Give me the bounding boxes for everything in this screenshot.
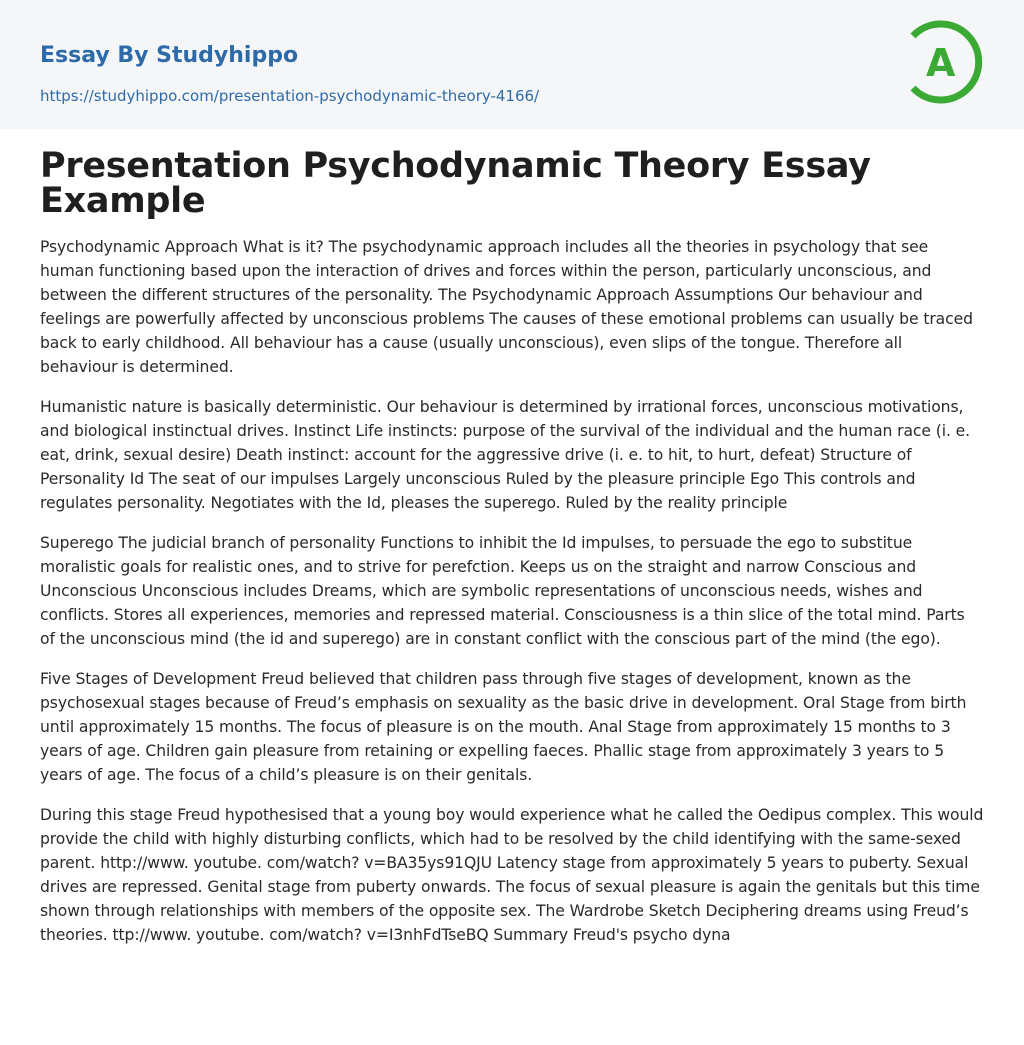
article-paragraph: Psychodynamic Approach What is it? The psychodynamic approach includes all the theories in psychology that see human functioning based upon the interaction of drives and forces within the person, particularly unconscious, and between the different structures of the personality. The Psychodynamic Approach Assumptions Our behaviour and feelings are powerfully affected by unconscious problems The causes of these emotional problems can usually be traced back to early childhood. All behaviour has a cause (usually unconscious), even slips of the tongue. Therefore all behaviour is determined. — [40, 238, 973, 376]
site-header — [0, 0, 1024, 129]
article-paragraph: Five Stages of Development Freud believed that children pass through five stages of development, known as the psychosexual stages because of Freud’s emphasis on sexuality as the basic drive in development. Oral Stage from birth until approximately 15 months. The focus of pleasure is on the mouth. Anal Stage from approximately 15 months to 3 years of age. Children gain pleasure from retaining or expelling faeces. Phallic stage from approximately 3 years to 5 years of age. The focus of a child’s pleasure is on their genitals. — [40, 670, 967, 784]
studyhippo-a-logo-icon[interactable] — [900, 20, 984, 104]
article-paragraph: Humanistic nature is basically deterministic. Our behaviour is determined by irrational forces, unconscious motivations, and biological instinctual drives. Instinct Life instincts: purpose of the survival of the individual and the human race (i. e. eat, drink, sexual desire) Death instinct: account for the aggressive drive (i. e. to hit, to hurt, defeat) Structure of Personality Id The seat of our impulses Largely unconscious Ruled by the pleasure principle Ego This controls and regulates personality. Negotiates with the Id, pleases the superego. Ruled by the reality principle — [40, 398, 971, 512]
article-paragraph: Superego The judicial branch of personality Functions to inhibit the Id impulses, to persuade the ego to substitue moralistic goals for realistic ones, and to strive for perefction. Keeps us on the straight and narrow Conscious and Unconscious Unconscious includes Dreams, which are symbolic representations of unconscious needs, wishes and conflicts. Stores all experiences, memories and repressed material. Consciousness is a thin slice of the total mind. Parts of the unconscious mind (the id and superego) are in constant conflict with the conscious part of the mind (the ego). — [40, 534, 965, 648]
article-title: Presentation Psychodynamic Theory Essay Example — [40, 146, 871, 221]
brand-name[interactable]: Essay By Studyhippo — [40, 43, 299, 68]
article — [0, 129, 1024, 947]
article-paragraph: During this stage Freud hypothesised that a young boy would experience what he called the Oedipus complex. This would provide the child with highly disturbing conflicts, which had to be resolved by the child identifying with the same-sexed parent. http://www. youtube. com/watch? v=BA35ys91QJU Latency stage from approximately 5 years to puberty. Sexual drives are repressed. Genital stage from puberty onwards. The focus of sexual pleasure is again the genitals but this time shown through relationships with members of the opposite sex. The Wardrobe Sketch Deciphering dreams using Freud’s theories. ttp://www. youtube. com/watch? v=I3nhFdTseBQ Summary Freud's psycho dyna — [40, 806, 984, 944]
page-url-link[interactable]: https://studyhippo.com/presentation-psychodynamic-theory-4166/ — [40, 87, 540, 105]
logo-letter: A — [926, 41, 956, 85]
